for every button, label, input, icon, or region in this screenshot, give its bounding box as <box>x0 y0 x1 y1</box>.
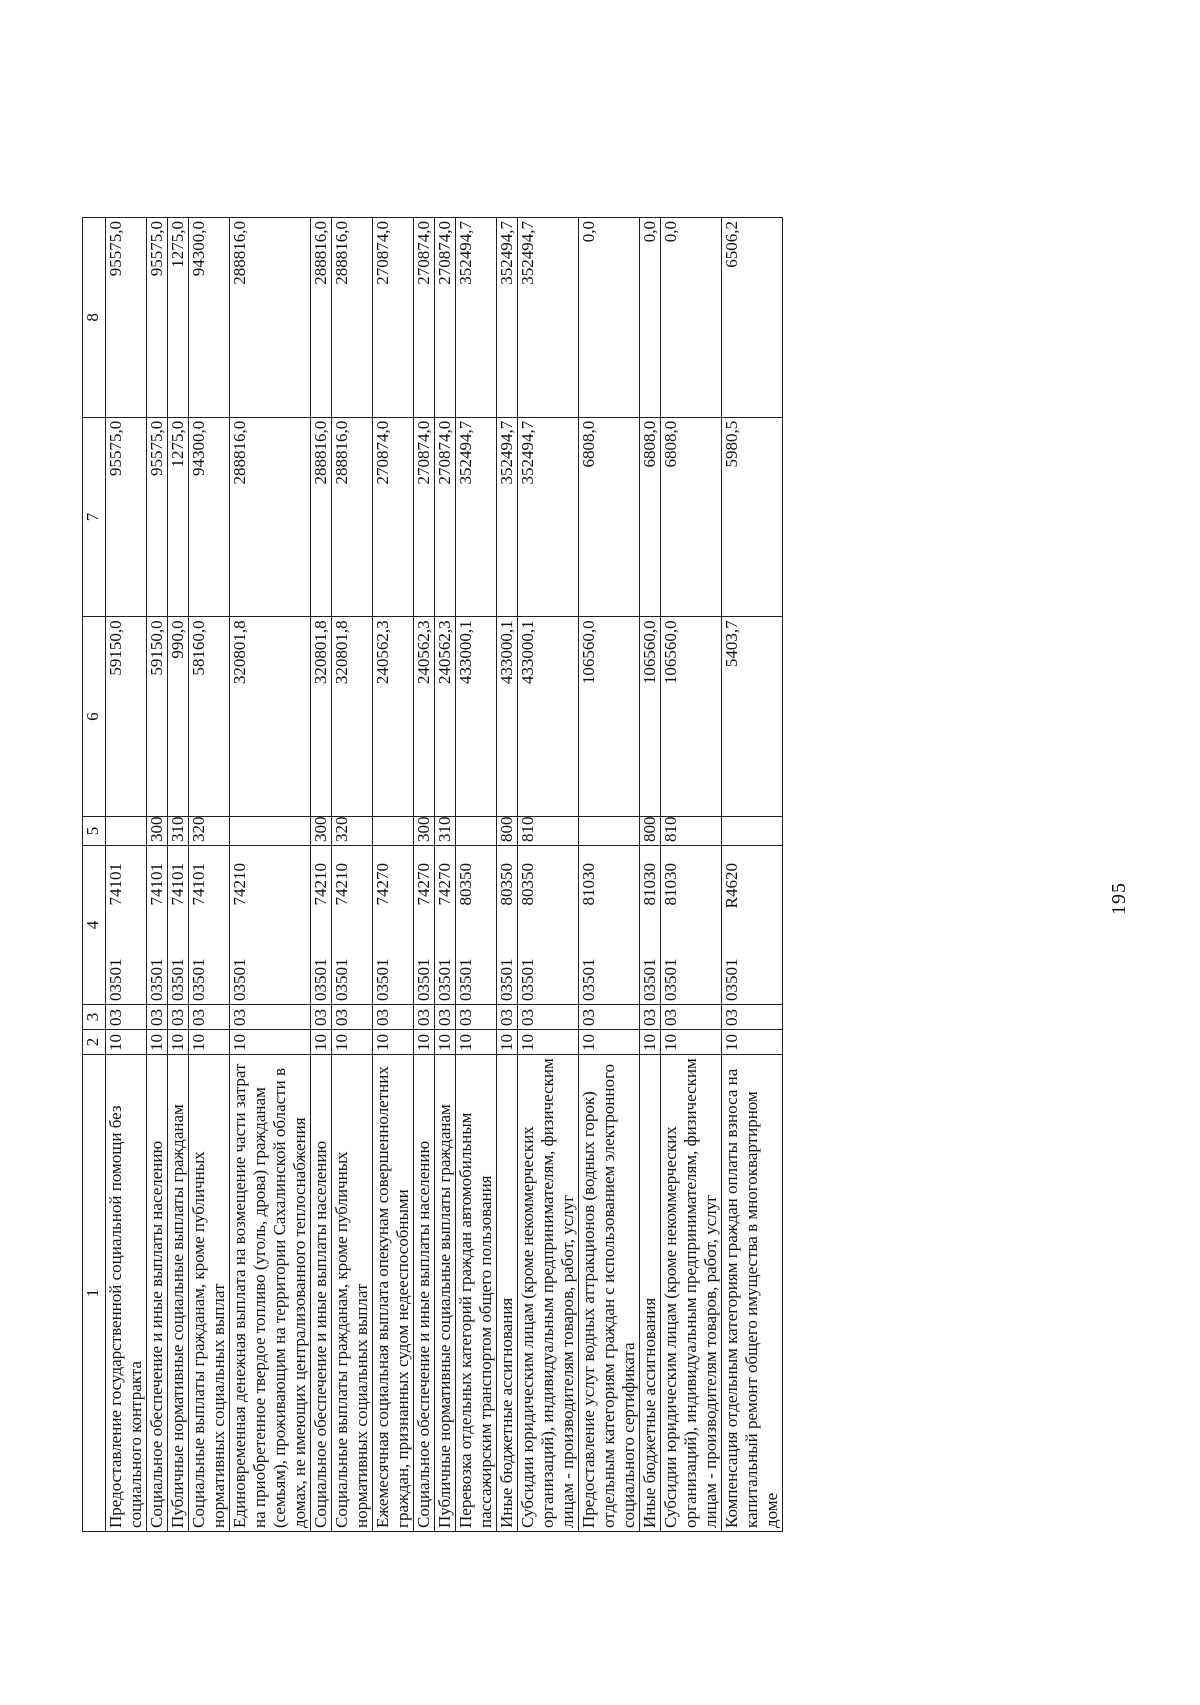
row-name-cell: Единовременная денежная выплата на возмещение части затрат на приобретенное твердое топливо (уголь, дрова) гражданам (семьям), проживающим на территории Сахалинской области в домах, не имеющих централизованного теплоснабжения <box>230 1055 311 1532</box>
target-article-cell <box>661 846 722 1005</box>
direction-code: 74210 <box>230 863 249 906</box>
program-code: 03501 <box>456 958 475 1001</box>
target-article-cell <box>722 846 783 1005</box>
budget-table <box>82 217 783 1532</box>
row-name-cell: Предоставление услуг водных аттракционов (водных горок) отдельным категориям граждан с использованием электронного социального сертификата <box>579 1055 640 1532</box>
direction-code: 74101 <box>189 863 208 906</box>
header-row <box>83 218 106 1532</box>
direction-code: 80350 <box>456 863 475 906</box>
target-article-cell <box>414 846 435 1005</box>
amount-2024-cell: 288816,0 <box>230 218 311 418</box>
header-col-2: 2 <box>83 1030 106 1055</box>
program-code: 03501 <box>579 958 598 1001</box>
program-code: 03501 <box>373 958 392 1001</box>
amount-2024-cell: 0,0 <box>661 218 722 418</box>
expense-type-cell <box>579 817 640 846</box>
section-code-cell: 10 <box>435 1030 456 1055</box>
page-number: 195 <box>1108 882 1130 915</box>
section-code-cell: 10 <box>168 1030 189 1055</box>
header-col-4: 4 <box>83 846 106 1005</box>
target-article-cell <box>168 846 189 1005</box>
section-code-cell: 10 <box>373 1030 414 1055</box>
subsection-code-cell: 03 <box>414 1005 435 1030</box>
target-article-cell <box>147 846 168 1005</box>
subsection-code-cell: 03 <box>230 1005 311 1030</box>
table-row <box>414 218 435 1532</box>
program-code: 03501 <box>230 958 249 1001</box>
subsection-code-cell: 03 <box>579 1005 640 1030</box>
subsection-code-cell: 03 <box>332 1005 373 1030</box>
section-code-cell: 10 <box>311 1030 332 1055</box>
amount-2024-cell: 270874,0 <box>373 218 414 418</box>
direction-code: 81030 <box>579 863 598 906</box>
expense-type-cell: 300 <box>414 817 435 846</box>
subsection-code-cell: 03 <box>147 1005 168 1030</box>
amount-2024-cell: 288816,0 <box>332 218 373 418</box>
direction-code: 74101 <box>168 863 187 906</box>
expense-type-cell: 810 <box>518 817 579 846</box>
amount-2023-cell: 288816,0 <box>311 417 332 617</box>
row-name-cell: Иные бюджетные ассигнования <box>640 1055 661 1532</box>
header-col-6: 6 <box>83 617 106 817</box>
amount-2023-cell: 270874,0 <box>414 417 435 617</box>
subsection-code-cell: 03 <box>456 1005 497 1030</box>
amount-2024-cell: 352494,7 <box>456 218 497 418</box>
table-row <box>497 218 518 1532</box>
program-code: 03501 <box>435 958 454 1001</box>
header-col-1: 1 <box>83 1055 106 1532</box>
row-name-cell: Ежемесячная социальная выплата опекунам совершеннолетних граждан, признанных судом недееспособными <box>373 1055 414 1532</box>
subsection-code-cell: 03 <box>722 1005 783 1030</box>
table-row <box>456 218 497 1532</box>
direction-code: 74270 <box>414 863 433 906</box>
amount-2023-cell: 288816,0 <box>230 417 311 617</box>
table-row <box>168 218 189 1532</box>
amount-2022-cell: 320801,8 <box>311 617 332 817</box>
amount-2023-cell: 352494,7 <box>497 417 518 617</box>
subsection-code-cell: 03 <box>168 1005 189 1030</box>
row-name-cell: Иные бюджетные ассигнования <box>497 1055 518 1532</box>
expense-type-cell: 300 <box>311 817 332 846</box>
program-code: 03501 <box>106 958 125 1001</box>
target-article-cell <box>230 846 311 1005</box>
table-row <box>579 218 640 1532</box>
row-name-cell: Социальное обеспечение и иные выплаты населению <box>147 1055 168 1532</box>
direction-code: 74270 <box>435 863 454 906</box>
program-code: 03501 <box>722 958 741 1001</box>
amount-2024-cell: 0,0 <box>579 218 640 418</box>
direction-code: 80350 <box>497 863 516 906</box>
table-row <box>106 218 147 1532</box>
amount-2024-cell: 288816,0 <box>311 218 332 418</box>
header-col-8: 8 <box>83 218 106 418</box>
amount-2024-cell: 352494,7 <box>518 218 579 418</box>
amount-2022-cell: 320801,8 <box>230 617 311 817</box>
amount-2023-cell: 6808,0 <box>661 417 722 617</box>
direction-code: 81030 <box>661 863 680 906</box>
subsection-code-cell: 03 <box>640 1005 661 1030</box>
target-article-cell <box>435 846 456 1005</box>
subsection-code-cell: 03 <box>106 1005 147 1030</box>
expense-type-cell: 310 <box>435 817 456 846</box>
program-code: 03501 <box>189 958 208 1001</box>
row-name-cell: Публичные нормативные социальные выплаты гражданам <box>168 1055 189 1532</box>
amount-2022-cell: 5403,7 <box>722 617 783 817</box>
subsection-code-cell: 03 <box>435 1005 456 1030</box>
table-row <box>147 218 168 1532</box>
table-row <box>640 218 661 1532</box>
section-code-cell: 10 <box>230 1030 311 1055</box>
table-row <box>373 218 414 1532</box>
expense-type-cell: 310 <box>168 817 189 846</box>
row-name-cell: Перевозка отдельных категорий граждан автомобильным пассажирским транспортом общего пользования <box>456 1055 497 1532</box>
row-name-cell: Компенсация отдельным категориям граждан оплаты взноса на капитальный ремонт общего имущества в многоквартирном доме <box>722 1055 783 1532</box>
row-name-cell: Публичные нормативные социальные выплаты гражданам <box>435 1055 456 1532</box>
direction-code: 74270 <box>373 863 392 906</box>
expense-type-cell: 320 <box>189 817 230 846</box>
section-code-cell: 10 <box>106 1030 147 1055</box>
amount-2024-cell: 0,0 <box>640 218 661 418</box>
header-col-7: 7 <box>83 417 106 617</box>
amount-2024-cell: 95575,0 <box>106 218 147 418</box>
subsection-code-cell: 03 <box>311 1005 332 1030</box>
amount-2024-cell: 270874,0 <box>414 218 435 418</box>
amount-2022-cell: 106560,0 <box>579 617 640 817</box>
program-code: 03501 <box>414 958 433 1001</box>
program-code: 03501 <box>518 958 537 1001</box>
program-code: 03501 <box>661 958 680 1001</box>
program-code: 03501 <box>168 958 187 1001</box>
program-code: 03501 <box>311 958 330 1001</box>
subsection-code-cell: 03 <box>518 1005 579 1030</box>
row-name-cell: Предоставление государственной социальной помощи без социального контракта <box>106 1055 147 1532</box>
section-code-cell: 10 <box>661 1030 722 1055</box>
amount-2022-cell: 59150,0 <box>106 617 147 817</box>
amount-2022-cell: 106560,0 <box>640 617 661 817</box>
table-row <box>230 218 311 1532</box>
table-row <box>311 218 332 1532</box>
table-row <box>189 218 230 1532</box>
subsection-code-cell: 03 <box>189 1005 230 1030</box>
program-code: 03501 <box>497 958 516 1001</box>
target-article-cell <box>332 846 373 1005</box>
direction-code: 81030 <box>640 863 659 906</box>
section-code-cell: 10 <box>147 1030 168 1055</box>
amount-2022-cell: 58160,0 <box>189 617 230 817</box>
table-row <box>722 218 783 1532</box>
amount-2022-cell: 59150,0 <box>147 617 168 817</box>
amount-2023-cell: 270874,0 <box>435 417 456 617</box>
expense-type-cell: 810 <box>661 817 722 846</box>
expense-type-cell <box>373 817 414 846</box>
target-article-cell <box>311 846 332 1005</box>
header-col-3: 3 <box>83 1005 106 1030</box>
amount-2024-cell: 270874,0 <box>435 218 456 418</box>
section-code-cell: 10 <box>518 1030 579 1055</box>
amount-2023-cell: 94300,0 <box>189 417 230 617</box>
row-name-cell: Социальное обеспечение и иные выплаты населению <box>311 1055 332 1532</box>
expense-type-cell: 300 <box>147 817 168 846</box>
amount-2024-cell: 352494,7 <box>497 218 518 418</box>
amount-2023-cell: 352494,7 <box>456 417 497 617</box>
table-row <box>661 218 722 1532</box>
direction-code: 74101 <box>147 863 166 906</box>
section-code-cell: 10 <box>332 1030 373 1055</box>
target-article-cell <box>456 846 497 1005</box>
expense-type-cell <box>456 817 497 846</box>
amount-2023-cell: 288816,0 <box>332 417 373 617</box>
direction-code: 74210 <box>332 863 351 906</box>
expense-type-cell: 800 <box>497 817 518 846</box>
section-code-cell: 10 <box>579 1030 640 1055</box>
amount-2023-cell: 270874,0 <box>373 417 414 617</box>
program-code: 03501 <box>147 958 166 1001</box>
program-code: 03501 <box>332 958 351 1001</box>
amount-2024-cell: 94300,0 <box>189 218 230 418</box>
expense-type-cell <box>722 817 783 846</box>
row-name-cell: Социальное обеспечение и иные выплаты населению <box>414 1055 435 1532</box>
expense-type-cell <box>106 817 147 846</box>
expense-type-cell: 320 <box>332 817 373 846</box>
amount-2022-cell: 240562,3 <box>414 617 435 817</box>
amount-2023-cell: 5980,5 <box>722 417 783 617</box>
header-col-5: 5 <box>83 817 106 846</box>
direction-code: 80350 <box>518 863 537 906</box>
amount-2023-cell: 6808,0 <box>640 417 661 617</box>
amount-2022-cell: 433000,1 <box>456 617 497 817</box>
row-name-cell: Социальные выплаты гражданам, кроме публичных нормативных социальных выплат <box>189 1055 230 1532</box>
target-article-cell <box>373 846 414 1005</box>
program-code: 03501 <box>640 958 659 1001</box>
target-article-cell <box>518 846 579 1005</box>
amount-2023-cell: 352494,7 <box>518 417 579 617</box>
expense-type-cell <box>230 817 311 846</box>
amount-2022-cell: 240562,3 <box>435 617 456 817</box>
amount-2022-cell: 433000,1 <box>497 617 518 817</box>
row-name-cell: Социальные выплаты гражданам, кроме публичных нормативных социальных выплат <box>332 1055 373 1532</box>
amount-2023-cell: 95575,0 <box>147 417 168 617</box>
direction-code: 74101 <box>106 863 125 906</box>
subsection-code-cell: 03 <box>661 1005 722 1030</box>
section-code-cell: 10 <box>456 1030 497 1055</box>
section-code-cell: 10 <box>497 1030 518 1055</box>
table-row <box>332 218 373 1532</box>
direction-code: R4620 <box>722 863 741 909</box>
target-article-cell <box>640 846 661 1005</box>
row-name-cell: Субсидии юридическим лицам (кроме некоммерческих организаций), индивидуальным предпринимателям, физическим лицам - производителям товаров, работ, услуг <box>661 1055 722 1532</box>
amount-2024-cell: 1275,0 <box>168 218 189 418</box>
target-article-cell <box>189 846 230 1005</box>
amount-2023-cell: 6808,0 <box>579 417 640 617</box>
subsection-code-cell: 03 <box>373 1005 414 1030</box>
amount-2022-cell: 320801,8 <box>332 617 373 817</box>
target-article-cell <box>579 846 640 1005</box>
amount-2022-cell: 240562,3 <box>373 617 414 817</box>
section-code-cell: 10 <box>189 1030 230 1055</box>
section-code-cell: 10 <box>722 1030 783 1055</box>
amount-2024-cell: 95575,0 <box>147 218 168 418</box>
target-article-cell <box>106 846 147 1005</box>
table-row <box>435 218 456 1532</box>
subsection-code-cell: 03 <box>497 1005 518 1030</box>
expense-type-cell: 800 <box>640 817 661 846</box>
target-article-cell <box>497 846 518 1005</box>
section-code-cell: 10 <box>640 1030 661 1055</box>
amount-2024-cell: 6506,2 <box>722 218 783 418</box>
amount-2022-cell: 990,0 <box>168 617 189 817</box>
amount-2022-cell: 433000,1 <box>518 617 579 817</box>
amount-2023-cell: 1275,0 <box>168 417 189 617</box>
row-name-cell: Субсидии юридическим лицам (кроме некоммерческих организаций), индивидуальным предпринимателям, физическим лицам - производителям товаров, работ, услуг <box>518 1055 579 1532</box>
direction-code: 74210 <box>311 863 330 906</box>
section-code-cell: 10 <box>414 1030 435 1055</box>
amount-2023-cell: 95575,0 <box>106 417 147 617</box>
amount-2022-cell: 106560,0 <box>661 617 722 817</box>
table-row <box>518 218 579 1532</box>
